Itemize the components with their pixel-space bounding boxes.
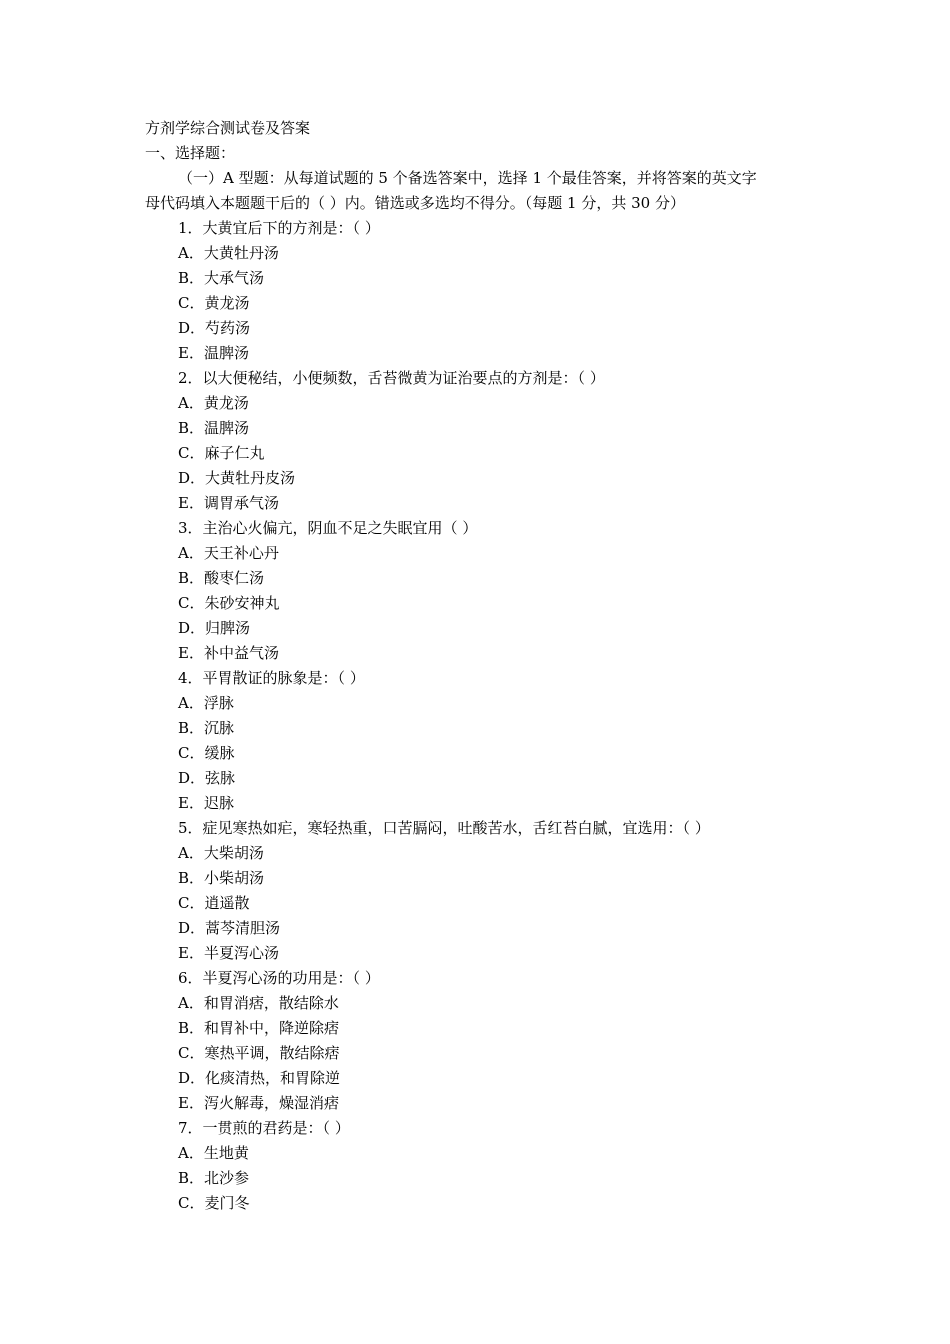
answer-option: E．温脾汤: [178, 344, 249, 362]
answer-option: C．逍遥散: [178, 894, 250, 912]
question-stem: 7．一贯煎的君药是：（ ）: [178, 1119, 350, 1137]
question-stem: 2．以大便秘结，小便频数，舌苔微黄为证治要点的方剂是：（ ）: [178, 369, 605, 387]
answer-option: B．酸枣仁汤: [178, 569, 265, 587]
question-stem: 1．大黄宜后下的方剂是：（ ）: [178, 219, 380, 237]
answer-option: E．补中益气汤: [178, 644, 279, 662]
question-list: [0, 216, 950, 1216]
answer-option: D．大黄牡丹皮汤: [178, 469, 296, 487]
instructions-line-2: 母代码填入本题题干后的（ ）内。错选或多选均不得分。（每题 1 分，共 30 分）: [145, 194, 685, 212]
instructions-line-1: （一）A 型题：从每道试题的 5 个备选答案中，选择 1 个最佳答案，并将答案的英文字: [178, 169, 757, 187]
answer-option: B．大承气汤: [178, 269, 265, 287]
answer-option: B．和胃补中，降逆除痞: [178, 1019, 340, 1037]
question-stem: 4．平胃散证的脉象是：（ ）: [178, 669, 365, 687]
answer-option: A．和胃消痞，散结除水: [178, 994, 339, 1012]
answer-option: A．黄龙汤: [178, 394, 249, 412]
answer-option: C．麦门冬: [178, 1194, 250, 1212]
answer-option: C．麻子仁丸: [178, 444, 265, 462]
answer-option: C．缓脉: [178, 744, 235, 762]
answer-option: B．沉脉: [178, 719, 235, 737]
answer-option: D．弦脉: [178, 769, 236, 787]
answer-option: B．北沙参: [178, 1169, 250, 1187]
question-stem: 6．半夏泻心汤的功用是：（ ）: [178, 969, 380, 987]
answer-option: E．半夏泻心汤: [178, 944, 279, 962]
answer-option: C．黄龙汤: [178, 294, 250, 312]
question-stem: 3．主治心火偏亢，阴血不足之失眠宜用（ ）: [178, 519, 478, 537]
answer-option: E．调胃承气汤: [178, 494, 279, 512]
answer-option: E．迟脉: [178, 794, 234, 812]
answer-option: A．大柴胡汤: [178, 844, 264, 862]
answer-option: D．归脾汤: [178, 619, 251, 637]
answer-option: D．蒿芩清胆汤: [178, 919, 281, 937]
answer-option: D．化痰清热，和胃除逆: [178, 1069, 341, 1087]
answer-option: C．寒热平调，散结除痞: [178, 1044, 340, 1062]
answer-option: B．小柴胡汤: [178, 869, 265, 887]
document-title: 方剂学综合测试卷及答案: [145, 119, 311, 137]
answer-option: A．大黄牡丹汤: [178, 244, 279, 262]
answer-option: C．朱砂安神丸: [178, 594, 280, 612]
answer-option: B．温脾汤: [178, 419, 250, 437]
answer-option: D．芍药汤: [178, 319, 251, 337]
answer-option: A．浮脉: [178, 694, 234, 712]
question-stem: 5．症见寒热如疟，寒轻热重，口苦膈闷，吐酸苦水，舌红苔白腻，宜选用：（ ）: [178, 819, 710, 837]
answer-option: A．生地黄: [178, 1144, 249, 1162]
answer-option: A．天王补心丹: [178, 544, 279, 562]
section-heading: 一、选择题：: [145, 144, 236, 162]
answer-option: E．泻火解毒，燥湿消痞: [178, 1094, 339, 1112]
